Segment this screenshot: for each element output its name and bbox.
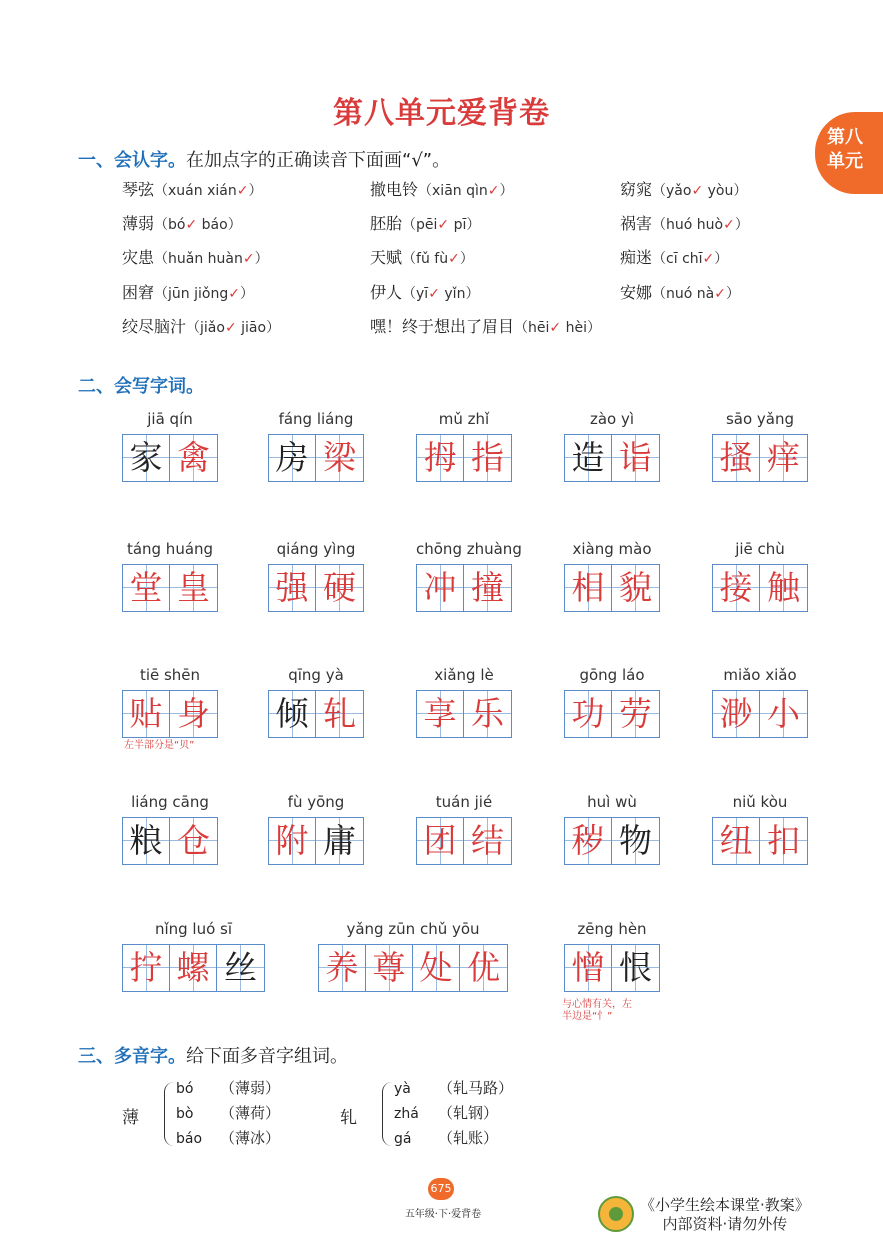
book-info [640,1196,810,1234]
word-pinyin: xiàng mào [572,540,652,558]
option-2[interactable]: jiǒng [194,286,229,302]
check-mark-icon: ✓ [702,251,715,267]
char-grid [564,690,660,738]
polyphone-reading [394,1102,498,1123]
word-grid [416,793,512,865]
option-1[interactable]: huó [666,217,693,233]
read-item-options: （yī✓ yǐn） [402,286,480,302]
word-pinyin: xiǎng lè [434,666,494,684]
polyphone-reading [394,1077,513,1098]
option-2[interactable]: báo [201,217,228,233]
section3-instruction: 给下面多音字组词。 [186,1046,348,1067]
char-cell: 撞 [464,565,511,611]
char-grid [268,690,364,738]
word-grid [416,410,512,482]
section2-number: 二、 [78,376,114,397]
word-pinyin: zào yì [589,410,635,428]
option-2[interactable]: nà [696,286,715,302]
word-pinyin: nǐng luó sī [154,920,233,938]
word-grid [318,920,508,992]
char-cell: 接 [713,565,760,611]
reading-word: （轧马路） [438,1079,514,1097]
char-cell: 贴 [123,691,170,737]
reading-pinyin: báo [176,1131,203,1147]
word-grid [564,666,660,738]
read-item-word: 天赋 [370,248,403,267]
char-cell: 恨 [612,945,659,991]
option-2[interactable]: jiāo [241,320,267,336]
book-logo-icon [598,1196,634,1232]
char-cell: 强 [269,565,316,611]
read-item-options: （bó✓ báo） [154,217,242,233]
char-grid [564,944,660,992]
polyphone-char: 薄 [122,1108,139,1128]
option-2[interactable]: fù [434,251,449,267]
read-item-options: （fǔ fù✓） [402,251,474,267]
char-cell: 劳 [612,691,659,737]
read-item-word: 安娜 [620,283,653,302]
char-cell: 搔 [713,435,760,481]
word-pinyin: jiē chù [735,540,785,558]
reading-pinyin: bò [176,1106,194,1122]
char-cell: 尊 [366,945,413,991]
word-grid [712,540,808,612]
section2-keyword: 会写字词。 [114,376,204,397]
option-1[interactable]: pēi [416,217,438,233]
option-1[interactable]: fǔ [416,251,430,267]
polyphone-reading [176,1077,280,1098]
char-cell: 享 [417,691,464,737]
option-1[interactable]: hēi [528,320,550,336]
char-grid [712,564,808,612]
char-cell: 痒 [760,435,807,481]
char-grid [416,817,512,865]
check-mark-icon: ✓ [242,251,255,267]
polyphone-reading [176,1127,280,1148]
read-item-options: （hēi✓ hèi） [514,320,601,336]
read-item-options: （yǎo✓ yòu） [652,183,748,199]
read-item-options: （cī chī✓） [652,251,729,267]
option-1[interactable]: bó [168,217,186,233]
footer-subtitle: 五年级·下·爱背卷 [404,1209,482,1220]
word-grid [564,410,660,482]
char-cell: 堂 [123,565,170,611]
char-grid [122,817,218,865]
char-cell: 功 [565,691,612,737]
read-item-word: 薄弱 [122,214,155,233]
reading-word: （薄弱） [220,1079,281,1097]
word-grid [712,410,808,482]
char-grid [122,690,218,738]
char-cell: 家 [123,435,170,481]
read-item-options: （huǎn huàn✓） [154,251,269,267]
option-2[interactable]: xián [207,183,237,199]
note-xin-line1: 与心情有关，左 [562,999,632,1010]
option-2[interactable]: yǐn [444,286,466,302]
option-1[interactable]: nuó [666,286,693,302]
char-cell: 造 [565,435,612,481]
note-bei: 左半部分是“贝” [124,740,195,751]
option-2[interactable]: pī [453,217,467,233]
read-item-word: 灾患 [122,248,155,267]
section1-number: 一、 [78,150,114,171]
word-grid [416,666,512,738]
option-2[interactable]: yòu [707,183,734,199]
char-cell: 附 [269,818,316,864]
char-cell: 渺 [713,691,760,737]
read-item-options: （nuó nà✓） [652,286,740,302]
char-cell: 诣 [612,435,659,481]
word-pinyin: niǔ kòu [732,793,788,811]
char-grid [122,434,218,482]
option-2[interactable]: hèi [565,320,587,336]
char-cell: 养 [319,945,366,991]
word-grid [712,793,808,865]
char-cell: 拧 [123,945,170,991]
option-1[interactable]: cī [666,251,678,267]
option-2[interactable]: huàn [207,251,243,267]
char-cell: 拇 [417,435,464,481]
section1-keyword: 会认字。 [114,150,186,171]
check-mark-icon: ✓ [714,286,726,302]
char-cell: 丝 [217,945,264,991]
read-item-options: （huó huò✓） [652,217,749,233]
char-grid [564,434,660,482]
check-mark-icon: ✓ [437,217,450,233]
word-pinyin: liáng cāng [131,793,209,811]
word-pinyin: gōng láo [579,666,645,684]
char-cell: 螺 [170,945,217,991]
option-1[interactable]: yī [416,286,429,302]
check-mark-icon: ✓ [549,320,562,336]
note-xin-line2: 半边是“忄” [562,1011,613,1022]
char-grid [416,564,512,612]
read-item-word: 痴迷 [620,248,653,267]
word-pinyin: qīng yà [288,666,344,684]
read-item-word: 窈窕 [620,180,653,199]
char-grid [416,434,512,482]
reading-pinyin: gá [394,1131,412,1147]
page-title: 第八单元爱背卷 [333,96,550,131]
word-pinyin: miǎo xiǎo [723,666,797,684]
word-pinyin: zēng hèn [577,920,647,938]
polyphone-char: 轧 [340,1108,357,1128]
char-grid [122,944,265,992]
reading-word: （薄荷） [220,1104,281,1122]
word-pinyin: sāo yǎng [725,410,795,428]
word-grid [122,540,218,612]
word-grid [564,540,660,612]
word-grid [416,540,522,612]
char-cell: 梁 [316,435,363,481]
read-item-word: 绞尽脑汁 [122,317,187,336]
reading-word: （轧钢） [438,1104,499,1122]
char-cell: 粮 [123,818,170,864]
read-item-word: 困窘 [122,283,155,302]
polyphone-reading [176,1102,280,1123]
char-cell: 秽 [565,818,612,864]
word-pinyin: huì wù [587,793,637,811]
char-grid [712,434,808,482]
unit-tab-line1: 第八 [827,127,863,148]
reading-word: （轧账） [438,1129,499,1147]
section3-heading [78,1042,348,1068]
char-cell: 貌 [612,565,659,611]
char-grid [564,564,660,612]
char-cell: 乐 [464,691,511,737]
char-cell: 身 [170,691,217,737]
reading-pinyin: yà [394,1081,411,1097]
read-item-word: 琴弦 [122,180,155,199]
word-pinyin: tuán jié [435,793,493,811]
char-cell: 优 [460,945,507,991]
word-grid [564,920,660,992]
read-item-options: （xiān qìn✓） [418,183,514,199]
word-grid [122,920,265,992]
option-1[interactable]: huǎn [168,251,204,267]
read-item-word: 胚胎 [370,214,403,233]
word-grid [122,666,218,738]
section1-instruction: 在加点字的正确读音下面画“√”。 [186,150,451,171]
char-cell: 房 [269,435,316,481]
check-mark-icon: ✓ [428,286,440,302]
char-cell: 小 [760,691,807,737]
word-grid [564,793,660,865]
word-pinyin: yǎng zūn chǔ yōu [346,920,480,938]
option-1[interactable]: jūn [168,286,190,302]
char-grid [268,817,364,865]
brace [164,1082,174,1146]
word-grid [268,540,364,612]
read-item-word: 祸害 [620,214,653,233]
word-pinyin: tiē shēn [139,666,201,684]
char-cell: 硬 [316,565,363,611]
option-2[interactable]: qìn [466,183,488,199]
word-grid [268,793,364,865]
char-cell: 纽 [713,818,760,864]
char-grid [268,564,364,612]
char-cell: 倾 [269,691,316,737]
check-mark-icon: ✓ [448,251,460,267]
option-1[interactable]: jiǎo [200,320,225,336]
read-item-options: （pēi✓ pī） [402,217,481,233]
char-cell: 皇 [170,565,217,611]
char-cell: 庸 [316,818,363,864]
char-cell: 物 [612,818,659,864]
word-grid [122,793,218,865]
unit-tab-line2: 单元 [827,151,863,172]
check-mark-icon: ✓ [224,320,237,336]
read-item-options: （jūn jiǒng✓） [154,286,254,302]
check-mark-icon: ✓ [487,183,500,199]
book-title: 《小学生绘本课堂·教案》 [640,1196,810,1214]
page-number: 675 [428,1178,454,1200]
char-cell: 仓 [170,818,217,864]
option-1[interactable]: xuán [168,183,203,199]
word-grid [268,666,364,738]
char-grid [268,434,364,482]
word-grid [122,410,218,482]
polyphone-reading [394,1127,498,1148]
option-1[interactable]: xiān [432,183,462,199]
read-item-options: （jiǎo✓ jiāo） [186,320,281,336]
char-cell: 轧 [316,691,363,737]
check-mark-icon: ✓ [236,183,249,199]
reading-word: （薄冰） [220,1129,281,1147]
check-mark-icon: ✓ [691,183,704,199]
check-mark-icon: ✓ [185,217,198,233]
brace [382,1082,392,1146]
word-pinyin: fù yōng [287,793,345,811]
char-cell: 冲 [417,565,464,611]
word-pinyin: jiā qín [147,410,193,428]
word-pinyin: fáng liáng [278,410,354,428]
check-mark-icon: ✓ [228,286,240,302]
option-2[interactable]: huò [696,217,724,233]
char-cell: 禽 [170,435,217,481]
char-cell: 扣 [760,818,807,864]
char-cell: 相 [565,565,612,611]
word-grid [712,666,808,738]
reading-pinyin: bó [176,1081,194,1097]
read-item-options: （xuán xián✓） [154,183,263,199]
char-grid [564,817,660,865]
word-pinyin: chōng zhuàng [416,540,522,558]
section3-keyword: 多音字。 [114,1046,186,1067]
char-grid [318,944,508,992]
word-pinyin: mǔ zhǐ [438,410,490,428]
char-cell: 团 [417,818,464,864]
note-xin [562,999,632,1023]
char-grid [416,690,512,738]
word-pinyin: táng huáng [126,540,214,558]
book-note: 内部资料·请勿外传 [662,1215,788,1233]
char-cell: 触 [760,565,807,611]
check-mark-icon: ✓ [723,217,735,233]
char-grid [712,817,808,865]
char-cell: 指 [464,435,511,481]
read-item-word: 撤电铃 [370,180,419,199]
word-pinyin: qiáng yìng [276,540,356,558]
char-cell: 结 [464,818,511,864]
char-grid [712,690,808,738]
read-item-word: 嘿！终于想出了眉目 [370,317,515,336]
char-cell: 处 [413,945,460,991]
read-item-word: 伊人 [370,283,403,302]
section3-number: 三、 [78,1046,114,1067]
char-grid [122,564,218,612]
char-cell: 憎 [565,945,612,991]
word-grid [268,410,364,482]
reading-pinyin: zhá [394,1106,419,1122]
option-1[interactable]: yǎo [666,183,692,199]
option-2[interactable]: chī [682,251,703,267]
